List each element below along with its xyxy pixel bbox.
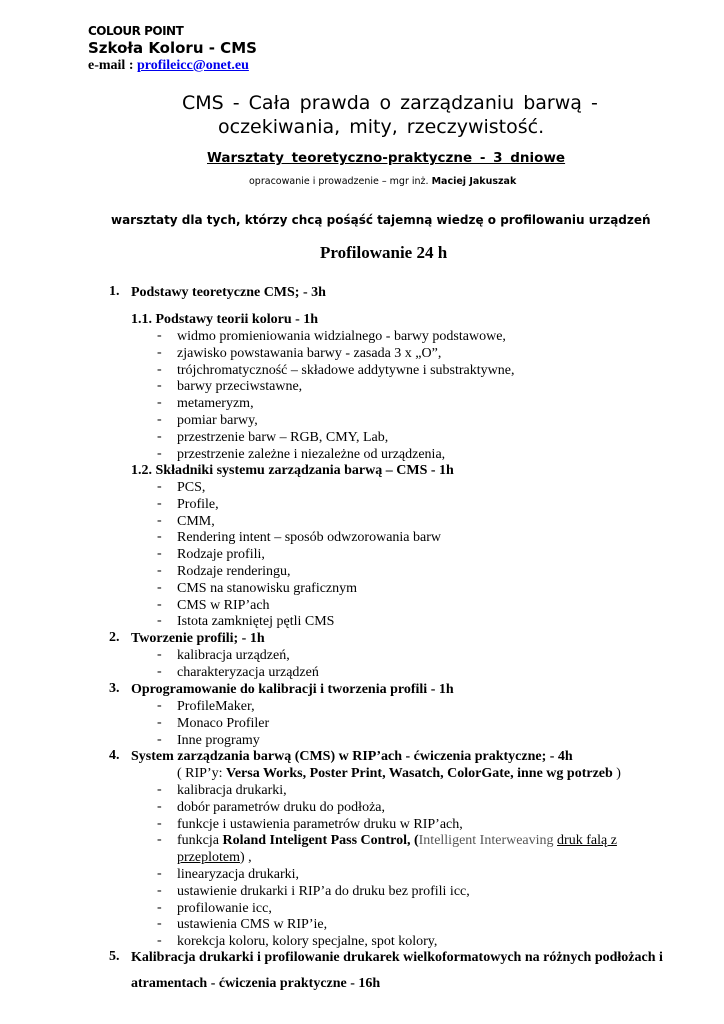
section-title: Tworzenie profili; - 1h (131, 631, 265, 646)
motto: warsztaty dla tych, którzy chcą pośąść tajemną wiedzę o profilowaniu urządzeń (111, 213, 651, 227)
list-item: Monaco Profiler (177, 715, 270, 731)
list-item: dobór parametrów druku do podłoża, (177, 799, 385, 815)
email-line (88, 58, 249, 74)
section-number: 1. (109, 284, 120, 299)
list-item: pomiar barwy, (177, 413, 258, 428)
list-item-function-cont (177, 849, 252, 866)
section-title: Oprogramowanie do kalibracji i tworzenia profili - 1h (131, 682, 454, 697)
dash-marker: - (157, 395, 162, 411)
func-underline-2: przeplotem (177, 850, 240, 865)
dash-marker: - (157, 512, 162, 528)
dash-marker: - (157, 412, 162, 427)
dash-marker: - (157, 579, 162, 595)
section-title-line-2: atramentach - ćwiczenia praktyczne - 16h (131, 976, 381, 991)
profiling-heading: Profilowanie 24 h (320, 243, 448, 262)
section-number: 3. (109, 681, 120, 696)
func-underline: druk falą z (557, 833, 617, 848)
dash-marker: - (157, 698, 162, 713)
list-item: ProfileMaker, (177, 699, 255, 714)
list-item: przestrzenie zależne i niezależne od urządzenia, (177, 446, 446, 462)
dash-marker: - (157, 731, 162, 747)
author-prefix: opracowanie i prowadzenie – mgr inż. (249, 176, 432, 187)
list-item: kalibracja drukarki, (177, 783, 287, 798)
section-number: 4. (109, 748, 120, 763)
func-bold: Roland Inteligent Pass Control, ( (222, 833, 419, 848)
email-label: e-mail : (88, 58, 137, 73)
dash-marker: - (157, 832, 162, 847)
dash-marker: - (157, 445, 162, 461)
rip-close: ) (612, 766, 621, 781)
func-gray: Intelligent Interweaving (418, 833, 558, 848)
dash-marker: - (157, 647, 162, 662)
subsection-title: 1.2. Składniki systemu zarządzania barwą – CMS - 1h (131, 463, 454, 478)
dash-marker: - (157, 529, 162, 545)
list-item: zjawisko powstawania barwy - zasada 3 x „O”, (177, 345, 442, 361)
dash-marker: - (157, 378, 162, 394)
section-number: 2. (109, 630, 120, 645)
list-item: Inne programy (177, 732, 260, 748)
title-line-1: CMS - Cała prawda o zarządzaniu barwą - (182, 92, 598, 114)
dash-marker: - (157, 882, 162, 898)
list-item: widmo promieniowania widzialnego - barwy podstawowe, (177, 329, 506, 344)
list-item: CMS w RIP’ach (177, 597, 270, 613)
func-prefix: funkcja (177, 833, 223, 848)
list-item: Rendering intent – sposób odwzorowania barw (177, 530, 441, 546)
list-item: funkcje i ustawienia parametrów druku w RIP’ach, (177, 816, 463, 832)
section-title-line-1: Kalibracja drukarki i profilowanie drukarek wielkoformatowych na różnych podłożach i (131, 950, 663, 965)
dash-marker: - (157, 361, 162, 377)
list-item: kalibracja urządzeń, (177, 648, 290, 663)
list-item: przestrzenie barw – RGB, CMY, Lab, (177, 429, 389, 445)
dash-marker: - (157, 328, 162, 343)
list-item: ustawienia CMS w RIP’ie, (177, 917, 328, 933)
dash-marker: - (157, 344, 162, 360)
section-title: System zarządzania barwą (CMS) w RIP’ach - ćwiczenia praktyczne; - 4h (131, 749, 573, 764)
list-item: korekcja koloru, kolory specjalne, spot kolory, (177, 934, 438, 950)
email-link[interactable]: profileicc@onet.eu (136, 58, 249, 73)
list-item-function (177, 832, 617, 849)
dash-marker: - (157, 866, 162, 881)
section-title: Podstawy teoretyczne CMS; - 3h (131, 285, 326, 300)
subsection-title: 1.1. Podstawy teorii koloru - 1h (131, 312, 319, 327)
list-item: trójchromatyczność – składowe addytywne i substraktywne, (177, 362, 515, 378)
workshop-subtitle: Warsztaty teoretyczno-praktyczne - 3 dniowe (207, 150, 566, 166)
author-name: Maciej Jakuszak (431, 176, 517, 187)
list-item: metameryzm, (177, 396, 254, 412)
dash-marker: - (157, 546, 162, 562)
dash-marker: - (157, 596, 162, 612)
dash-marker: - (157, 798, 162, 814)
school-name: Szkoła Koloru - CMS (88, 39, 257, 57)
func-end: ) , (239, 850, 252, 865)
list-item: CMM, (177, 513, 215, 529)
list-item: Profile, (177, 496, 219, 512)
title-line-2: oczekiwania, mity, rzeczywistość. (218, 116, 545, 138)
list-item: Istota zamkniętej pętli CMS (177, 614, 335, 630)
dash-marker: - (157, 714, 162, 730)
list-item: Rodzaje profili, (177, 547, 265, 563)
dash-marker: - (157, 782, 162, 797)
list-item: barwy przeciwstawne, (177, 379, 303, 395)
dash-marker: - (157, 663, 162, 679)
list-item: ustawienie drukarki i RIP’a do druku bez profili icc, (177, 883, 470, 899)
brand-name: COLOUR POINT (88, 24, 184, 38)
dash-marker: - (157, 916, 162, 932)
dash-marker: - (157, 815, 162, 831)
section-number: 5. (109, 949, 120, 964)
rip-list: Versa Works, Poster Print, Wasatch, ColorGate, inne wg potrzeb (226, 766, 613, 781)
dash-marker: - (157, 479, 162, 494)
list-item: PCS, (177, 480, 206, 495)
author-line (249, 176, 516, 187)
rip-open: ( RIP’y: (177, 766, 226, 781)
dash-marker: - (157, 563, 162, 578)
list-item: linearyzacja drukarki, (177, 867, 300, 882)
list-item: Rodzaje renderingu, (177, 564, 291, 579)
dash-marker: - (157, 428, 162, 444)
dash-marker: - (157, 613, 162, 629)
list-item: charakteryzacja urządzeń (177, 664, 319, 680)
list-item: profilowanie icc, (177, 900, 272, 916)
dash-marker: - (157, 899, 162, 915)
dash-marker: - (157, 495, 162, 511)
list-item: CMS na stanowisku graficznym (177, 580, 358, 596)
dash-marker: - (157, 933, 162, 949)
rip-list-line (177, 765, 621, 782)
